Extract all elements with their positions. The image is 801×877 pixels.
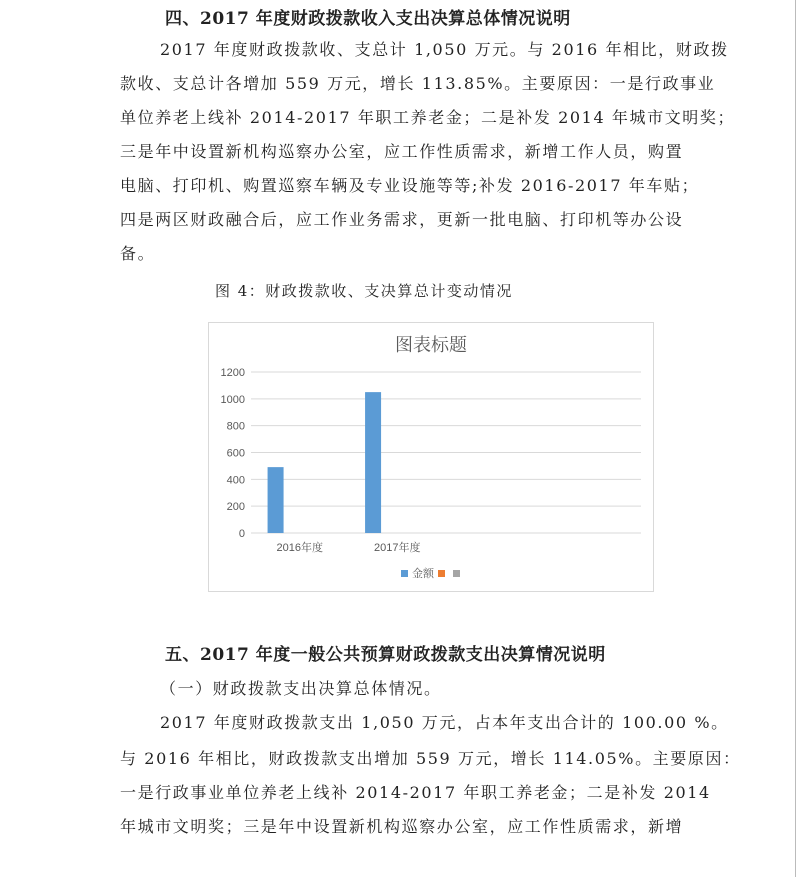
paragraph-line: 三是年中设置新机构巡察办公室，应工作性质需求，新增工作人员，购置: [120, 142, 684, 161]
subheading: （一）财政拨款支出决算总体情况。: [160, 679, 442, 698]
paragraph-line: 电脑、打印机、购置巡察车辆及专业设施等等;补发 2016-2017 年车贴；: [120, 176, 700, 195]
paragraph-line: 2017 年度财政拨款支出 1,050 万元，占本年支出合计的 100.00 %。: [160, 713, 729, 732]
section-4-heading: 四、2017 年度财政拨款收入支出决算总体情况说明: [165, 9, 571, 29]
paragraph-line: 2017 年度财政拨款收、支总计 1,050 万元。与 2016 年相比，财政拨: [160, 40, 729, 59]
chart-plot: [209, 323, 653, 591]
bar-chart: [208, 322, 654, 592]
page-edge: [795, 0, 796, 877]
bar: [268, 467, 284, 533]
y-tick-label: 1200: [220, 367, 245, 379]
legend-swatch: [438, 570, 445, 577]
paragraph-line: 年城市文明奖；三是年中设置新机构巡察办公室，应工作性质需求，新增: [120, 817, 684, 836]
figure-caption: 图 4：财政拨款收、支决算总计变动情况: [215, 282, 513, 300]
y-tick-label: 600: [226, 447, 245, 460]
x-tick-label: 2017年度: [374, 542, 421, 554]
paragraph-line: 四是两区财政融合后，应工作业务需求，更新一批电脑、打印机等办公设: [120, 210, 684, 229]
y-tick-label: 1000: [220, 393, 245, 406]
section-5-heading: 五、2017 年度一般公共预算财政拨款支出决算情况说明: [165, 645, 606, 665]
y-tick-label: 0: [238, 528, 245, 540]
paragraph-line: 与 2016 年相比，财政拨款支出增加 559 万元，增长 114.05%。主要原因：: [120, 749, 741, 768]
y-tick-label: 800: [226, 420, 245, 433]
legend-swatch: [453, 570, 460, 577]
x-tick-label: 2016年度: [276, 542, 323, 554]
paragraph-line: 一是行政事业单位养老上线补 2014-2017 年职工养老金；二是补发 2014: [120, 783, 711, 802]
paragraph-line: 单位养老上线补 2014-2017 年职工养老金；二是补发 2014 年城市文明奖；: [120, 108, 736, 127]
y-tick-label: 200: [226, 501, 245, 514]
paragraph-line: 款收、支总计各增加 559 万元，增长 113.85%。主要原因：一是行政事业: [120, 74, 716, 93]
chart-legend: [401, 565, 464, 581]
legend-swatch: [401, 570, 408, 577]
y-tick-label: 400: [226, 474, 245, 487]
chart-title: 图表标题: [395, 335, 467, 355]
paragraph-line: 备。: [120, 244, 156, 263]
legend-label: 金额: [412, 568, 434, 580]
bar: [365, 392, 381, 533]
